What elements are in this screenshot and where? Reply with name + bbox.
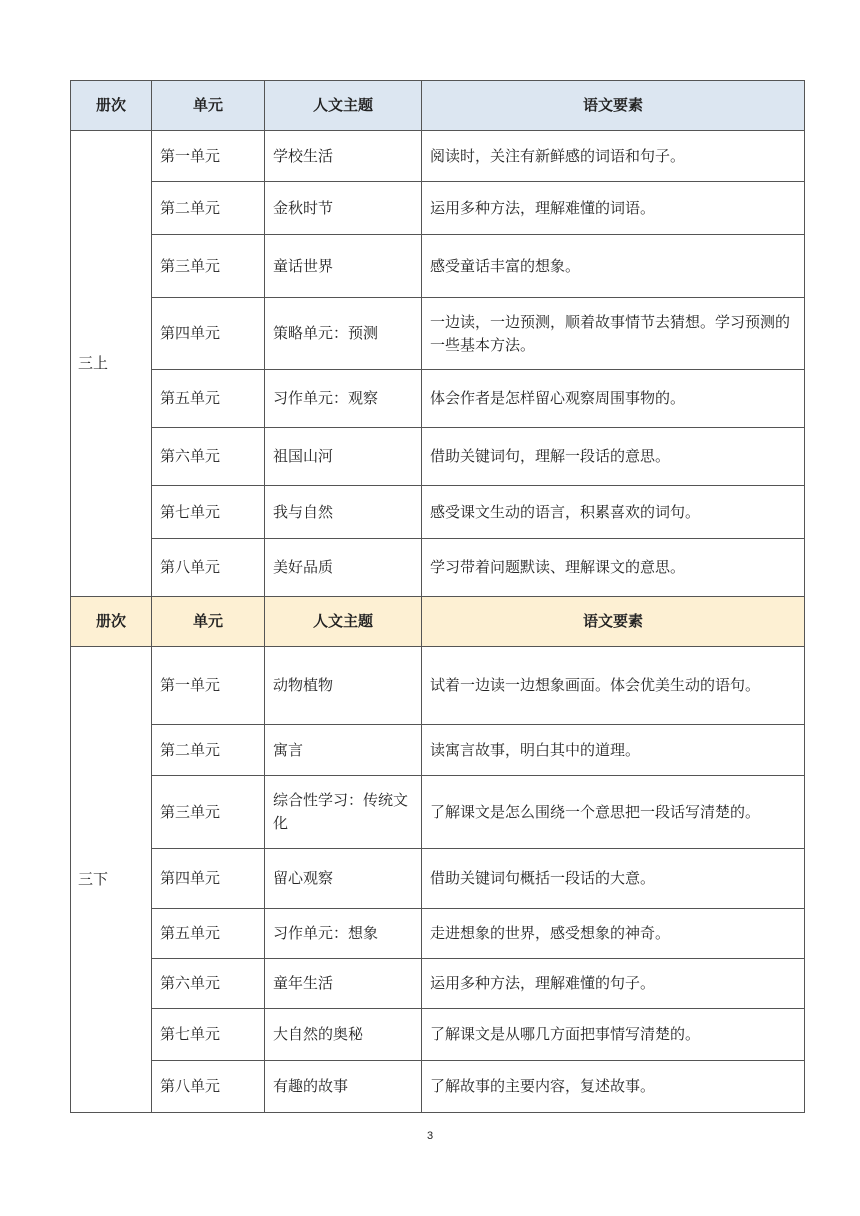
theme-cell: 童话世界 — [265, 235, 422, 298]
volume-cell: 三下 — [71, 647, 152, 1113]
theme-cell: 学校生活 — [265, 131, 422, 182]
unit-cell: 第三单元 — [152, 235, 265, 298]
unit-cell: 第三单元 — [152, 776, 265, 849]
unit-cell: 第六单元 — [152, 428, 265, 486]
elements-cell: 体会作者是怎样留心观察周围事物的。 — [422, 370, 805, 428]
header-row — [71, 597, 805, 647]
table-row — [71, 647, 805, 725]
volume-cell: 三上 — [71, 131, 152, 597]
theme-cell: 金秋时节 — [265, 182, 422, 235]
elements-cell: 感受童话丰富的想象。 — [422, 235, 805, 298]
elements-cell: 感受课文生动的语言，积累喜欢的词句。 — [422, 486, 805, 539]
page-number: 3 — [426, 1130, 434, 1142]
unit-cell: 第六单元 — [152, 959, 265, 1009]
theme-cell: 有趣的故事 — [265, 1061, 422, 1113]
elements-cell: 借助关键词句，理解一段话的意思。 — [422, 428, 805, 486]
table-row — [71, 849, 805, 909]
header-volume: 册次 — [71, 81, 152, 131]
table-row — [71, 959, 805, 1009]
header-volume: 册次 — [71, 597, 152, 647]
table-row — [71, 131, 805, 182]
elements-cell: 读寓言故事，明白其中的道理。 — [422, 725, 805, 776]
table-row — [71, 1009, 805, 1061]
table-row — [71, 370, 805, 428]
table-row — [71, 298, 805, 370]
theme-cell: 留心观察 — [265, 849, 422, 909]
elements-cell: 了解故事的主要内容，复述故事。 — [422, 1061, 805, 1113]
table-row — [71, 182, 805, 235]
elements-cell: 阅读时，关注有新鲜感的词语和句子。 — [422, 131, 805, 182]
unit-cell: 第四单元 — [152, 298, 265, 370]
elements-cell: 学习带着问题默读、理解课文的意思。 — [422, 539, 805, 597]
header-row — [71, 81, 805, 131]
header-unit: 单元 — [152, 597, 265, 647]
curriculum-table — [70, 80, 805, 1113]
header-unit: 单元 — [152, 81, 265, 131]
table-row — [71, 725, 805, 776]
theme-cell: 我与自然 — [265, 486, 422, 539]
table-row — [71, 486, 805, 539]
unit-cell: 第八单元 — [152, 539, 265, 597]
table-row — [71, 776, 805, 849]
theme-cell: 综合性学习：传统文化 — [265, 776, 422, 849]
theme-cell: 美好品质 — [265, 539, 422, 597]
elements-cell: 了解课文是从哪几方面把事情写清楚的。 — [422, 1009, 805, 1061]
elements-cell: 走进想象的世界，感受想象的神奇。 — [422, 909, 805, 959]
unit-cell: 第二单元 — [152, 725, 265, 776]
theme-cell: 习作单元：想象 — [265, 909, 422, 959]
elements-cell: 了解课文是怎么围绕一个意思把一段话写清楚的。 — [422, 776, 805, 849]
theme-cell: 策略单元：预测 — [265, 298, 422, 370]
header-elements: 语文要素 — [422, 81, 805, 131]
elements-cell: 运用多种方法，理解难懂的词语。 — [422, 182, 805, 235]
table-row — [71, 428, 805, 486]
theme-cell: 祖国山河 — [265, 428, 422, 486]
unit-cell: 第二单元 — [152, 182, 265, 235]
table-body — [71, 81, 805, 1113]
theme-cell: 大自然的奥秘 — [265, 1009, 422, 1061]
header-elements: 语文要素 — [422, 597, 805, 647]
header-theme: 人文主题 — [265, 81, 422, 131]
elements-cell: 借助关键词句概括一段话的大意。 — [422, 849, 805, 909]
table-row — [71, 909, 805, 959]
table-row — [71, 539, 805, 597]
theme-cell: 寓言 — [265, 725, 422, 776]
elements-cell: 运用多种方法，理解难懂的句子。 — [422, 959, 805, 1009]
unit-cell: 第七单元 — [152, 1009, 265, 1061]
header-theme: 人文主题 — [265, 597, 422, 647]
table-row — [71, 1061, 805, 1113]
unit-cell: 第一单元 — [152, 647, 265, 725]
theme-cell: 动物植物 — [265, 647, 422, 725]
theme-cell: 习作单元：观察 — [265, 370, 422, 428]
unit-cell: 第五单元 — [152, 909, 265, 959]
unit-cell: 第四单元 — [152, 849, 265, 909]
unit-cell: 第八单元 — [152, 1061, 265, 1113]
unit-cell: 第七单元 — [152, 486, 265, 539]
elements-cell: 一边读，一边预测，顺着故事情节去猜想。学习预测的一些基本方法。 — [422, 298, 805, 370]
unit-cell: 第一单元 — [152, 131, 265, 182]
table-row — [71, 235, 805, 298]
unit-cell: 第五单元 — [152, 370, 265, 428]
elements-cell: 试着一边读一边想象画面。体会优美生动的语句。 — [422, 647, 805, 725]
theme-cell: 童年生活 — [265, 959, 422, 1009]
